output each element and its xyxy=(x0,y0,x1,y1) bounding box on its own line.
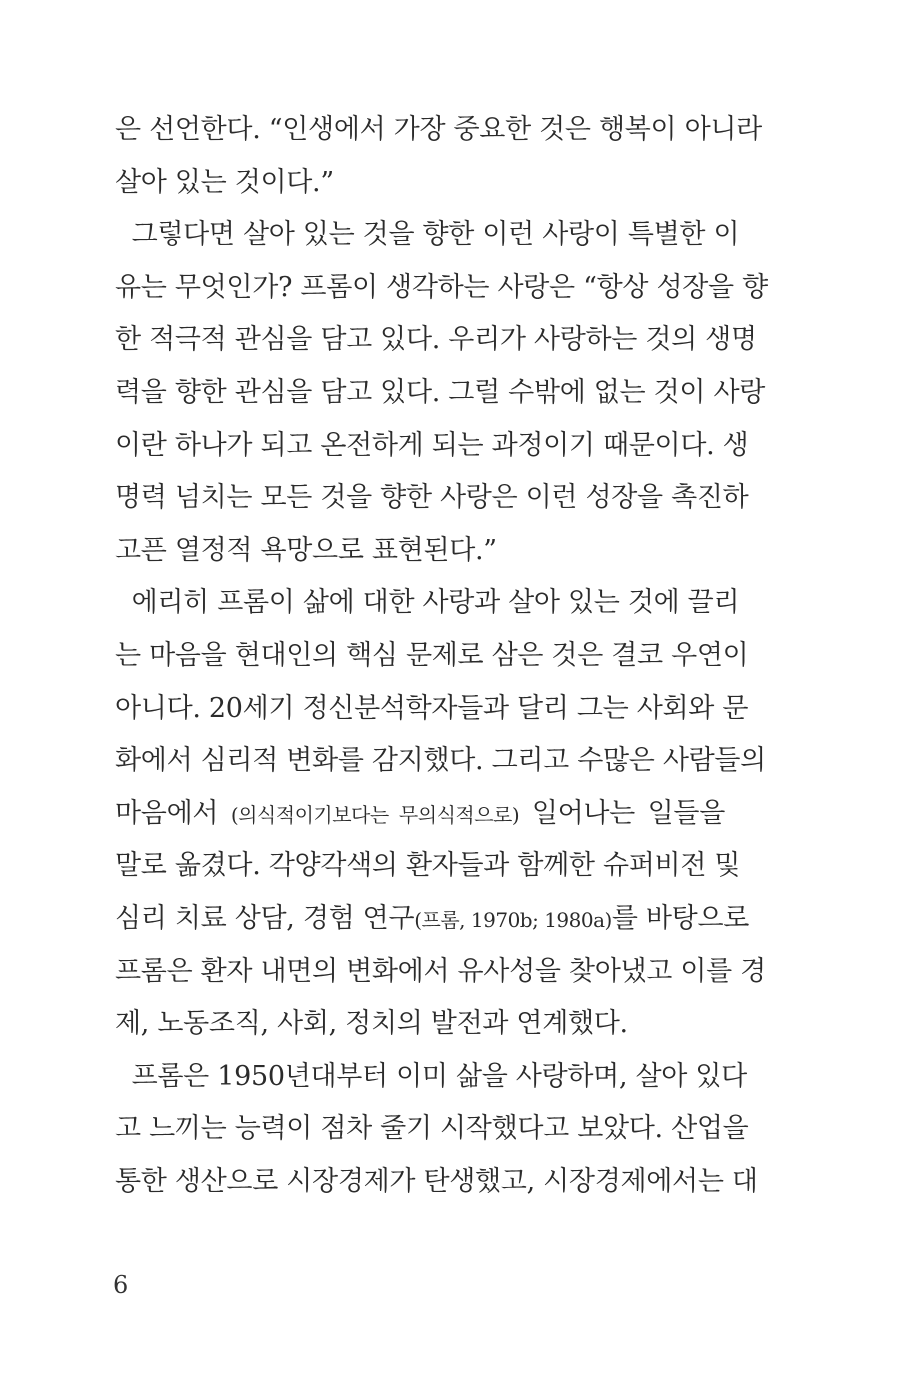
text-line: 화에서 심리적 변화를 감지했다. 그리고 수많은 사람들의 xyxy=(115,745,766,777)
text-line: 고픈 열정적 욕망으로 표현된다.” xyxy=(115,534,497,566)
text-line: 에리히 프롬이 삶에 대한 사랑과 살아 있는 것에 끌리 xyxy=(115,587,740,619)
line-segment: 를 바탕으로 xyxy=(611,902,750,934)
text-line: 이란 하나가 되고 온전하게 되는 과정이기 때문이다. 생 xyxy=(115,429,749,461)
text-line: 말로 옮겼다. 각양각색의 환자들과 함께한 슈퍼비전 및 xyxy=(115,850,741,882)
text-line: 한 적극적 관심을 담고 있다. 우리가 사랑하는 것의 생명 xyxy=(115,324,757,356)
text-line xyxy=(115,788,725,841)
line-segment: 일어나는 일들을 xyxy=(519,797,725,829)
line-segment: 심리 치료 상담, 경험 연구 xyxy=(115,902,415,934)
page-number: 6 xyxy=(113,1271,129,1299)
text-line: 력을 향한 관심을 담고 있다. 그럴 수밖에 없는 것이 사랑 xyxy=(115,376,766,408)
text-line: 명력 넘치는 모든 것을 향한 사랑은 이런 성장을 촉진하 xyxy=(115,482,749,514)
text-line: 그렇다면 살아 있는 것을 향한 이런 사랑이 특별한 이 xyxy=(115,219,740,251)
text-line: 통한 생산으로 시장경제가 탄생했고, 시장경제에서는 대 xyxy=(115,1165,758,1197)
text-line: 제, 노동조직, 사회, 정치의 발전과 연계했다. xyxy=(115,1008,628,1040)
text-line: 은 선언한다. “인생에서 가장 중요한 것은 행복이 아니라 xyxy=(115,114,762,145)
text-line: 아니다. 20세기 정신분석학자들과 달리 그는 사회와 문 xyxy=(115,692,749,724)
text-line: 유는 무엇인가? 프롬이 생각하는 사랑은 “항상 성장을 향 xyxy=(115,271,768,303)
text-line: 프롬은 1950년대부터 이미 삶을 사랑하며, 살아 있다 xyxy=(115,1060,747,1092)
body-text xyxy=(115,104,768,1208)
citation-text: (의식적이기보다는 무의식적으로) xyxy=(230,802,520,827)
text-line: 고 느끼는 능력이 점차 줄기 시작했다고 보았다. 산업을 xyxy=(115,1113,749,1145)
text-line: 프롬은 환자 내면의 변화에서 유사성을 찾아냈고 이를 경 xyxy=(115,955,766,987)
text-line xyxy=(115,893,750,946)
text-line: 는 마음을 현대인의 핵심 문제로 삼은 것은 결코 우연이 xyxy=(115,639,749,671)
line-segment: 마음에서 xyxy=(115,797,231,829)
text-line: 살아 있는 것이다.” xyxy=(115,166,334,198)
citation-text: (프롬, 1970b; 1980a) xyxy=(414,907,612,932)
